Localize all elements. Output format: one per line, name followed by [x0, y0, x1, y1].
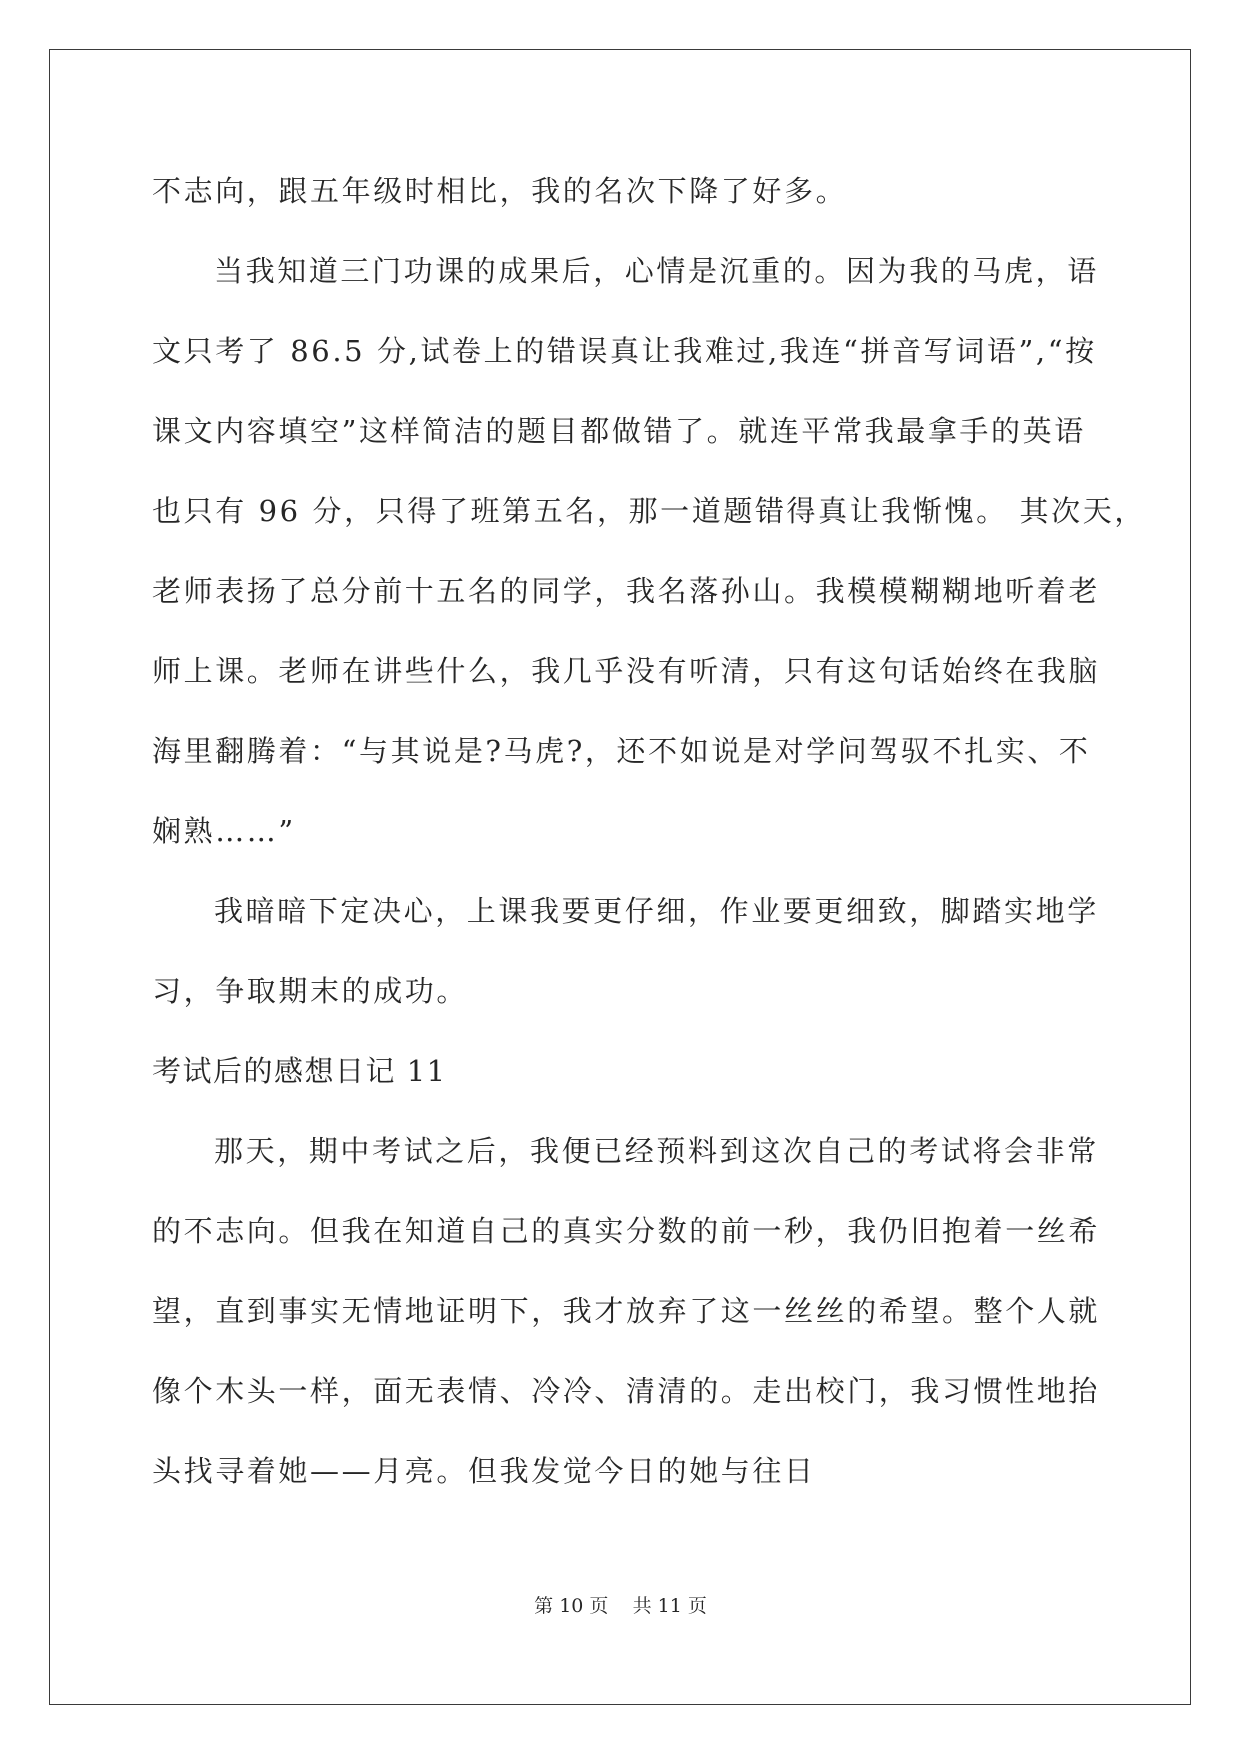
text-line: 课文内容填空”这样简洁的题目都做错了。就连平常我最拿手的英语 [152, 414, 1086, 448]
page-footer [0, 1591, 1241, 1618]
document-body [152, 163, 1146, 1523]
text-line: 不志向，跟五年级时相比，我的名次下降了好多。 [152, 174, 848, 208]
text-line: 娴熟……” [152, 814, 296, 848]
text-line: 头找寻着她——月亮。但我发觉今日的她与往日 [152, 1454, 816, 1488]
text-line: 文只考了 86.5 分,试卷上的错误真让我难过,我连“拼音写词语”,“按 [152, 334, 1097, 368]
text-line: 海里翻腾着：“与其说是?马虎?，还不如说是对学问驾驭不扎实、不 [152, 734, 1091, 768]
text-line: 的不志向。但我在知道自己的真实分数的前一秒，我仍旧抱着一丝希 [152, 1214, 1101, 1248]
text-line: 望，直到事实无情地证明下，我才放弃了这一丝丝的希望。整个人就 [152, 1294, 1101, 1328]
text-line: 像个木头一样，面无表情、冷冷、清清的。走出校门，我习惯性地抬 [152, 1374, 1101, 1408]
text-line: 也只有 96 分，只得了班第五名，那一道题错得真让我惭愧。 其次天， [152, 494, 1146, 528]
page-number: 第 10 页 共 11 页 [534, 1595, 707, 1617]
paragraph-start-line: 我暗暗下定决心，上课我要更仔细，作业要更细致，脚踏实地学 [214, 894, 1099, 928]
text-line: 习，争取期末的成功。 [152, 974, 469, 1008]
section-heading: 考试后的感想日记 11 [152, 1054, 447, 1088]
text-line: 老师表扬了总分前十五名的同学，我名落孙山。我模模糊糊地听着老 [152, 574, 1101, 608]
paragraph-start-line: 当我知道三门功课的成果后，心情是沉重的。因为我的马虎，语 [214, 254, 1099, 288]
paragraph-start-line: 那天，期中考试之后，我便已经预料到这次自己的考试将会非常 [214, 1134, 1099, 1168]
text-line: 师上课。老师在讲些什么，我几乎没有听清，只有这句话始终在我脑 [152, 654, 1101, 688]
